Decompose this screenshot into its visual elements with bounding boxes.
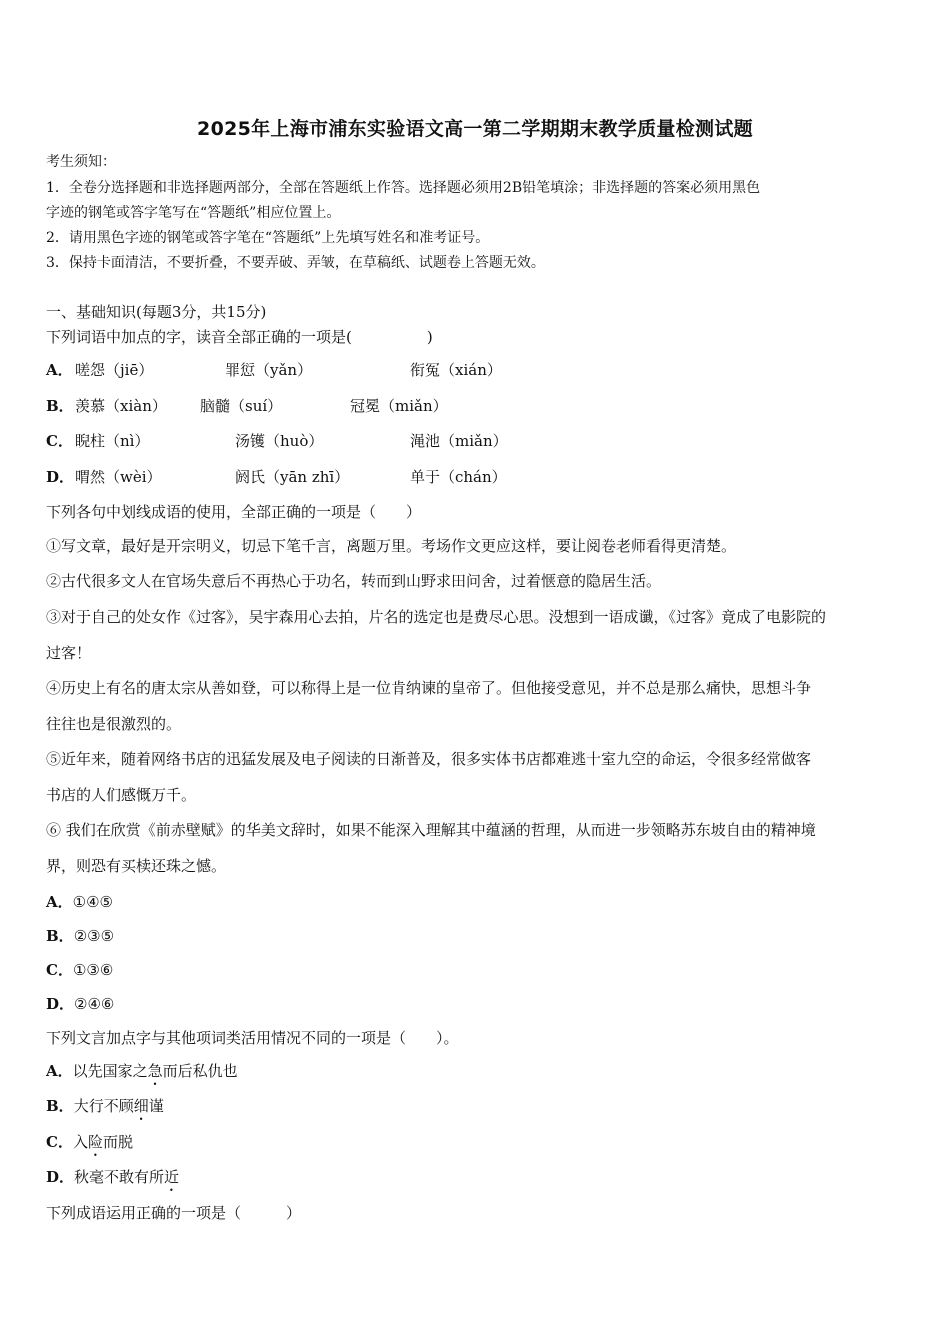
q3-option-label: B． — [46, 1097, 74, 1115]
q3-option-label: A． — [46, 1062, 73, 1080]
q2-sentence-4a: ④历史上有名的唐太宗从善如登，可以称得上是一位肯纳谏的皇帝了。但他接受意见，并不总是那么痛快，思想斗争 — [46, 679, 812, 697]
notice-item-1b: 字迹的钢笔或答字笔写在“答题纸”相应位置上。 — [46, 205, 341, 221]
q1-option-word: 汤镬（huò） — [235, 432, 324, 450]
q1-option-word: 脑髓（suí） — [200, 397, 283, 415]
q1-option-word: 单于（chán） — [410, 468, 507, 486]
q2-option-label: A． — [46, 893, 73, 911]
q1-option-word: 罪愆（yǎn） — [225, 361, 313, 379]
q3-option-b — [46, 1096, 164, 1124]
q2-option-c — [46, 960, 113, 980]
q2-sentence-5b: 书店的人们感慨万千。 — [46, 786, 197, 804]
notice-item-1a: 1．全卷分选择题和非选择题两部分，全部在答题纸上作答。选择题必须用2B铅笔填涂；非选择题的答案必须用黑色 — [46, 180, 761, 196]
q2-option-text: ②③⑤ — [73, 927, 115, 945]
q2-option-text: ①④⑤ — [72, 893, 113, 911]
q2-sentence-5a: ⑤近年来，随着网络书店的迅猛发展及电子阅读的日渐普及，很多实体书店都难逃十室九空的命运，令很多经常做客 — [46, 750, 812, 768]
page-title: 2025年上海市浦东实验语文高一第二学期期末教学质量检测试题 — [197, 118, 753, 140]
q1-option-word: 羡慕（xiàn） — [75, 397, 167, 415]
q2-sentence-6b: 界，则恐有买椟还珠之憾。 — [46, 857, 227, 875]
q3-option-text: 而后私仇也 — [162, 1062, 238, 1080]
q1-option-word: 渑池（miǎn） — [410, 432, 508, 450]
q3-option-text: 入 — [72, 1133, 88, 1151]
q2-sentence-4b: 往往也是很激烈的。 — [46, 715, 182, 733]
q2-stem: 下列各句中划线成语的使用，全部正确的一项是（ ） — [46, 503, 422, 521]
q3-option-text: 以先国家之 — [72, 1062, 148, 1080]
q2-option-label: C． — [46, 961, 73, 979]
q2-sentence-3b: 过客！ — [46, 644, 92, 662]
q2-option-a — [46, 892, 113, 912]
q1-option-word: 嗟怨（jiē） — [75, 361, 154, 379]
q3-stem: 下列文言加点字与其他项词类活用情况不同的一项是（ ）。 — [46, 1029, 459, 1047]
q3-option-label: C． — [46, 1133, 73, 1151]
q3-dotted-char: 近 — [164, 1168, 180, 1186]
notice-item-3: 3．保持卡面清洁，不要折叠，不要弄破、弄皱，在草稿纸、试题卷上答题无效。 — [46, 255, 545, 271]
q1-stem: 下列词语中加点的字，读音全部正确的一项是( ) — [46, 328, 433, 346]
q3-dotted-char: 险 — [87, 1133, 103, 1151]
q1-option-word: 衔冤（xián） — [410, 361, 502, 379]
q3-option-text: 而脱 — [102, 1133, 133, 1151]
q2-option-label: D． — [46, 995, 75, 1013]
q1-option-word: 睨柱（nì） — [75, 432, 150, 450]
q1-option-label: B． — [46, 397, 74, 415]
q1-option-label: A． — [46, 361, 73, 379]
notice-item-2: 2．请用黑色字迹的钢笔或答字笔在“答题纸”上先填写姓名和准考证号。 — [46, 230, 490, 246]
q3-option-d — [46, 1167, 179, 1195]
q3-dotted-char: 急 — [147, 1062, 163, 1080]
q3-dotted-char: 细 — [133, 1097, 149, 1115]
q2-option-d — [46, 994, 114, 1014]
q2-sentence-2: ②古代很多文人在官场失意后不再热心于功名，转而到山野求田问舍，过着惬意的隐居生活。 — [46, 572, 662, 590]
q2-option-b — [46, 926, 114, 946]
notice-heading: 考生须知： — [46, 154, 116, 170]
q2-option-label: B． — [46, 927, 74, 945]
q2-option-text: ②④⑥ — [74, 995, 115, 1013]
q2-option-text: ①③⑥ — [72, 961, 114, 979]
q2-sentence-6a: ⑥ 我们在欣赏《前赤壁赋》的华美文辞时，如果不能深入理解其中蕴涵的哲理，从而进一步领略苏东坡自由的精神境 — [46, 821, 816, 839]
q3-option-text: 大行不顾 — [73, 1097, 134, 1115]
q1-option-label: C． — [46, 432, 73, 450]
q1-option-word: 喟然（wèi） — [75, 468, 162, 486]
q3-option-text: 谨 — [148, 1097, 164, 1115]
q4-stem: 下列成语运用正确的一项是（ ） — [46, 1204, 302, 1222]
q1-option-word: 阏氏（yān zhī） — [235, 468, 350, 486]
section-heading: 一、基础知识(每题3分，共15分) — [46, 303, 267, 321]
q3-option-a — [46, 1061, 238, 1089]
q2-sentence-3a: ③对于自己的处女作《过客》，吴宇森用心去拍，片名的选定也是费尽心思。没想到一语成谶，《过客》竟成了电影院的 — [46, 608, 827, 626]
q1-option-word: 冠冕（miǎn） — [350, 397, 448, 415]
q3-option-text: 秋毫不敢有所 — [74, 1168, 165, 1186]
q1-option-label: D． — [46, 468, 75, 486]
q3-option-c — [46, 1132, 133, 1160]
q3-option-label: D． — [46, 1168, 75, 1186]
q2-sentence-1: ①写文章，最好是开宗明义，切忌下笔千言，离题万里。考场作文更应这样，要让阅卷老师看得更清楚。 — [46, 537, 737, 555]
